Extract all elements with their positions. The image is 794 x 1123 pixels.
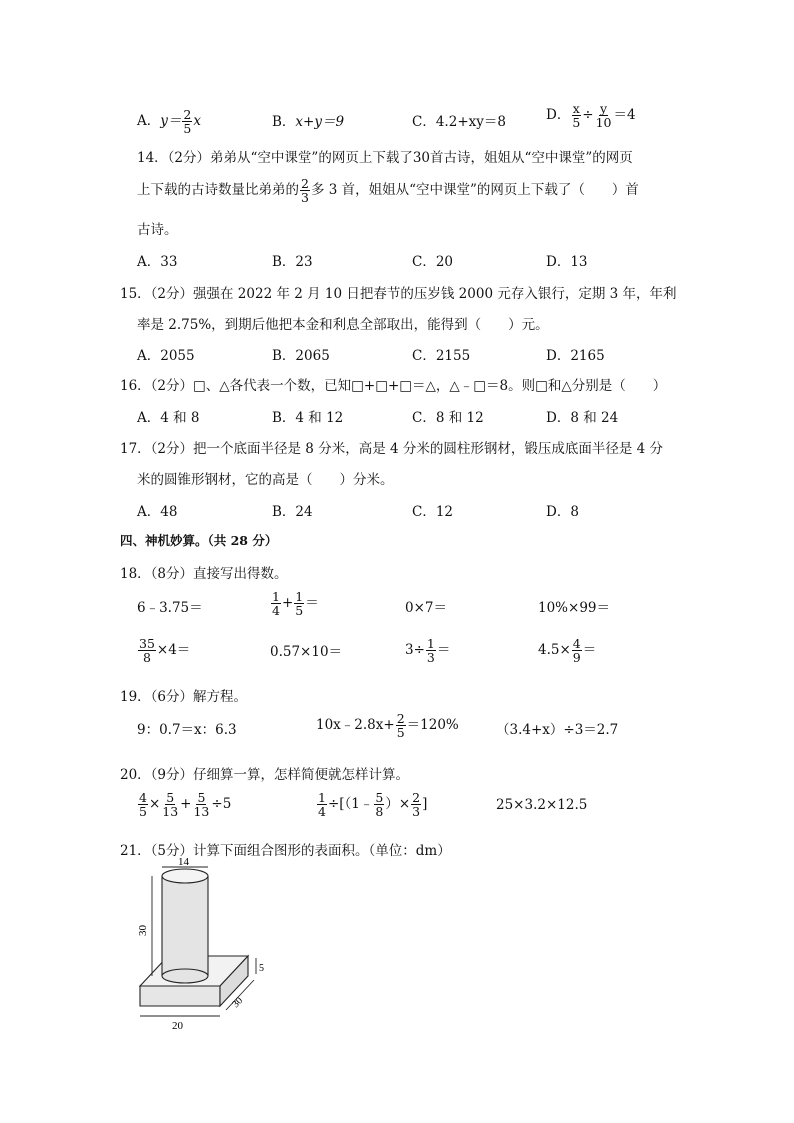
operator: ＝ — [436, 642, 451, 659]
numerator: 1 — [272, 589, 280, 604]
denominator: 9 — [572, 650, 581, 666]
q15-line2: 率是 2.75%，到期后他把本金和利息全部取出，能得到（ ）元。 — [137, 317, 549, 333]
numerator: 5 — [197, 790, 206, 805]
numerator: 5 — [375, 790, 384, 805]
q16-line1: 16．（2分）□、△各代表一个数，已知□+□+□＝△，△﹣□＝8。则□和△分别是（ ） — [120, 378, 667, 394]
denominator: 5 — [396, 725, 405, 741]
q21-title: 21．（5分）计算下面组合图形的表面积。（单位：dm） — [120, 843, 451, 859]
text: ÷[（1﹣ — [327, 796, 374, 813]
fraction — [595, 102, 613, 129]
q17-line1: 17．（2分）把一个底面半径是 8 分米，高是 4 分米的圆柱形钢材，锻压成底面半径是 4 分 — [120, 441, 664, 457]
numerator: 1 — [426, 636, 435, 651]
composite-figure — [128, 858, 288, 1038]
fraction — [161, 791, 179, 818]
option-label: A． — [137, 113, 161, 130]
dim-width-label: 20 — [172, 1020, 183, 1032]
text: 上下载的古诗数量比弟弟的 — [137, 182, 299, 199]
denominator: 8 — [375, 804, 384, 820]
q17-option-c: C．12 — [412, 504, 454, 520]
q14-option-c: C．20 — [412, 254, 454, 270]
expr: y＝ — [160, 113, 182, 130]
fraction — [571, 102, 581, 129]
denominator: 13 — [193, 804, 210, 820]
q14-option-b: B．23 — [272, 254, 313, 270]
fraction — [271, 590, 281, 617]
denominator: 4 — [318, 804, 326, 820]
q14-line2 — [137, 177, 639, 204]
operator: + — [180, 796, 192, 813]
q18-r1c1: 6﹣3.75＝ — [137, 600, 203, 616]
numerator: 2 — [301, 176, 309, 191]
numerator: 35 — [139, 636, 155, 651]
fraction — [300, 177, 310, 204]
q13-option-b — [272, 110, 344, 130]
denominator: 5 — [139, 804, 147, 820]
fraction — [411, 791, 421, 818]
option-label: C． — [412, 114, 436, 130]
q18-r2c2: 0.57×10＝ — [270, 644, 343, 660]
expr: 4.2+xy＝8 — [435, 114, 506, 130]
q16-option-c: C．8 和 12 — [412, 410, 484, 426]
q17-line2: 米的圆锥形钢材，它的高是（ ）分米。 — [137, 472, 394, 488]
section-title: 四、神机妙算。（共 28 分） — [120, 533, 278, 548]
expr: ＝4 — [613, 107, 636, 124]
q17-option-a: A．48 — [137, 504, 178, 520]
q18-r2c4 — [538, 637, 596, 664]
numerator: 1 — [318, 790, 326, 805]
q17-option-b: B．24 — [272, 504, 313, 520]
q14-line3: 古诗。 — [137, 222, 178, 238]
fraction — [572, 637, 582, 664]
operator: × — [148, 796, 161, 813]
fraction — [138, 791, 148, 818]
operator: ＝ — [305, 595, 319, 612]
numerator: 5 — [166, 790, 175, 805]
text: ÷5 — [211, 796, 232, 813]
q20-title: 20．（9分）仔细算一算，怎样简便就怎样计算。 — [120, 767, 410, 783]
fraction — [317, 791, 327, 818]
text: 10x﹣2.8x+ — [316, 717, 395, 734]
q15-option-c: C．2155 — [412, 348, 471, 364]
q14-option-a: A．33 — [137, 254, 178, 270]
q18-title: 18．（8分）直接写出得数。 — [120, 566, 288, 582]
option-label: B． — [272, 114, 296, 130]
q18-r2c3 — [405, 637, 450, 664]
dim-depth-label: 30 — [230, 995, 246, 1011]
operator: ÷ — [582, 107, 594, 124]
q15-option-b: B．2065 — [272, 348, 330, 364]
numerator: 2 — [412, 790, 421, 805]
denominator: 3 — [426, 650, 435, 666]
expr: x+y＝9 — [295, 114, 345, 130]
q18-r1c2 — [270, 590, 319, 617]
dim-height-label: 30 — [137, 925, 149, 936]
q13-option-a — [137, 108, 201, 135]
q20-expr1 — [137, 791, 231, 818]
q15-option-a: A．2055 — [137, 348, 195, 364]
q19-eq3: （3.4+x）÷3＝2.7 — [496, 722, 619, 738]
fraction — [396, 712, 406, 739]
q18-r1c4: 10%×99＝ — [538, 600, 610, 616]
text: 4.5× — [538, 642, 571, 659]
variable: x — [193, 113, 201, 130]
fraction — [294, 590, 304, 617]
q20-expr3: 25×3.2×12.5 — [496, 797, 588, 813]
option-label: D． — [546, 107, 571, 124]
q13-option-c — [412, 110, 506, 130]
text: ）× — [385, 796, 411, 813]
text: ×4＝ — [156, 642, 191, 659]
text: ＝120% — [406, 717, 459, 734]
denominator: 3 — [412, 804, 421, 820]
numerator: 4 — [139, 790, 147, 805]
q15-option-d: D．2165 — [546, 348, 605, 364]
operator: + — [281, 595, 294, 612]
dim-top-label: 14 — [178, 858, 189, 868]
q16-option-a: A．4 和 8 — [137, 410, 200, 426]
operator: ＝ — [582, 642, 597, 659]
denominator: 5 — [572, 115, 581, 131]
q16-option-d: D．8 和 24 — [546, 410, 619, 426]
denominator: 3 — [301, 190, 309, 206]
denominator: 5 — [295, 603, 304, 619]
denominator: 8 — [142, 650, 151, 666]
q14-line1: 14．（2分）弟弟从“空中课堂”的网页上下载了30首古诗，姐姐从“空中课堂”的网页 — [137, 150, 633, 166]
q13-option-d — [546, 102, 636, 129]
q19-eq2 — [316, 712, 459, 739]
fraction — [138, 637, 156, 664]
text: 3÷ — [405, 642, 425, 659]
text: 多 3 首，姐姐从“空中课堂”的网页上下载了（ ）首 — [310, 182, 639, 199]
q20-expr2 — [316, 791, 427, 818]
denominator: 13 — [162, 804, 179, 820]
fraction — [182, 108, 192, 135]
numerator: 2 — [396, 711, 405, 726]
q14-option-d: D．13 — [546, 254, 588, 270]
q17-option-d: D．8 — [546, 504, 579, 520]
q18-r1c3: 0×7＝ — [405, 600, 447, 616]
denominator: 5 — [183, 121, 192, 137]
numerator: y — [600, 101, 608, 116]
q18-r2c1 — [137, 637, 190, 664]
numerator: 2 — [183, 107, 192, 122]
dim-base-height-label: 5 — [259, 963, 264, 974]
denominator: 10 — [595, 115, 612, 131]
q19-title: 19．（6分）解方程。 — [120, 689, 248, 705]
fraction — [374, 791, 384, 818]
q15-line1: 15．（2分）强强在 2022 年 2 月 10 日把春节的压岁钱 2000 元存入银行，定期 3 年，年利 — [120, 286, 677, 302]
cylinder — [162, 869, 208, 983]
numerator: x — [572, 101, 580, 116]
fraction — [192, 791, 210, 818]
fraction — [426, 637, 436, 664]
denominator: 4 — [272, 603, 280, 619]
numerator: 1 — [295, 589, 304, 604]
q19-eq1: 9：0.7＝x：6.3 — [137, 722, 237, 738]
numerator: 4 — [572, 636, 581, 651]
q16-option-b: B．4 和 12 — [272, 410, 344, 426]
text: ] — [422, 796, 428, 813]
